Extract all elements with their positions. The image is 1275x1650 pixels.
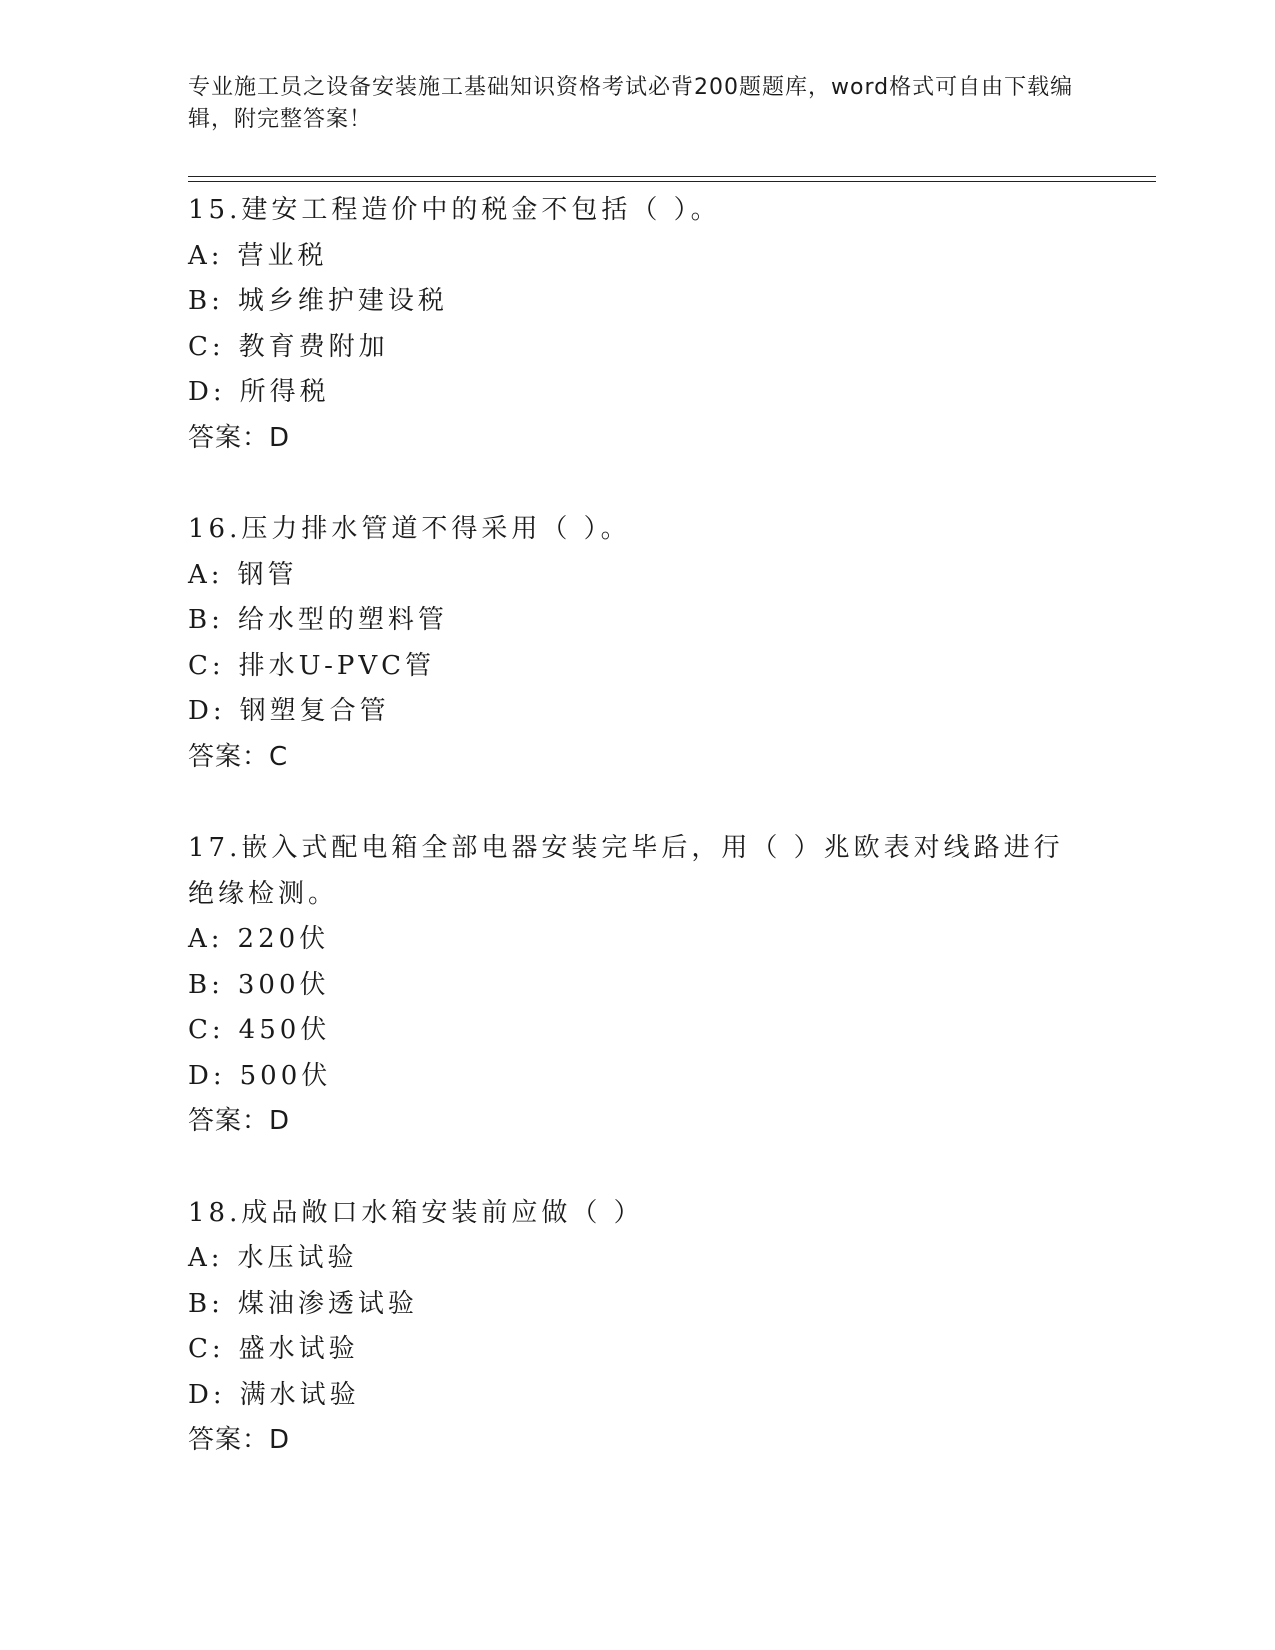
option-key: D: [188,1060,226,1091]
option-key: A: [188,559,224,590]
option-text: 钢塑复合管 [239,696,390,726]
document-header: 专业施工员之设备安装施工基础知识资格考试必背200题题库，word格式可自由下载编辑，附完整答案！ [188,75,1074,132]
option-text: 300伏 [237,969,330,1000]
option-text: 满水试验 [239,1379,360,1410]
option-b [188,963,1108,1009]
question-list [188,188,1108,1464]
option-text: 城乡维护建设税 [237,286,448,316]
option-key: D: [188,1379,226,1410]
option-key: D: [188,377,226,407]
option-key: C: [188,1334,225,1364]
option-text: 水压试验 [237,1243,358,1273]
option-d [188,1373,1108,1419]
question-stem: 15.建安工程造价中的税金不包括（ ）。 [188,195,721,225]
option-text: 500伏 [239,1060,332,1091]
option-text: 220伏 [237,924,330,954]
option-key: B: [188,969,224,1000]
option-key: B: [188,1288,224,1319]
option-key: B: [188,605,224,635]
option-text: 煤油渗透试验 [237,1288,418,1319]
option-d [188,1054,1108,1100]
option-key: B: [188,286,224,316]
option-key: C: [188,1015,225,1045]
question-stem: 18.成品敞口水箱安装前应做（ ） [188,1197,644,1228]
option-b [188,1282,1108,1328]
option-a [188,917,1108,963]
option-a [188,1236,1108,1282]
option-a [188,553,1108,599]
question-18 [188,1191,1108,1464]
option-key: A: [188,924,224,954]
question-15 [188,188,1108,461]
option-c [188,1008,1108,1054]
option-text: 450伏 [238,1015,331,1045]
option-key: A: [188,1243,224,1273]
option-text: 钢管 [237,559,298,590]
option-key: D: [188,696,226,726]
option-a [188,234,1108,280]
option-c [188,644,1108,690]
answer-label: 答案：D [188,1106,291,1136]
option-text: 所得税 [239,377,330,407]
question-stem: 17.嵌入式配电箱全部电器安装完毕后，用（ ）兆欧表对线路进行绝缘检测。 [188,833,1064,909]
option-d [188,689,1108,735]
answer-label: 答案：D [188,1425,291,1455]
option-c [188,1327,1108,1373]
option-key: A: [188,240,224,271]
option-b [188,598,1108,644]
header-rule-bottom [188,181,1156,182]
question-stem: 16.压力排水管道不得采用（ ）。 [188,514,631,544]
answer-label: 答案：D [188,422,291,453]
option-b [188,279,1108,325]
option-key: C: [188,650,225,681]
option-text: 营业税 [237,240,328,271]
question-16 [188,507,1108,780]
option-text: 排水U-PVC管 [238,650,436,681]
option-text: 给水型的塑料管 [237,605,448,635]
question-17 [188,826,1108,1145]
header-rule-top [188,176,1156,177]
option-d [188,370,1108,416]
option-key: C: [188,331,225,362]
option-text: 教育费附加 [238,331,389,362]
answer-label: 答案：C [188,741,289,772]
option-text: 盛水试验 [238,1334,359,1364]
option-c [188,325,1108,371]
